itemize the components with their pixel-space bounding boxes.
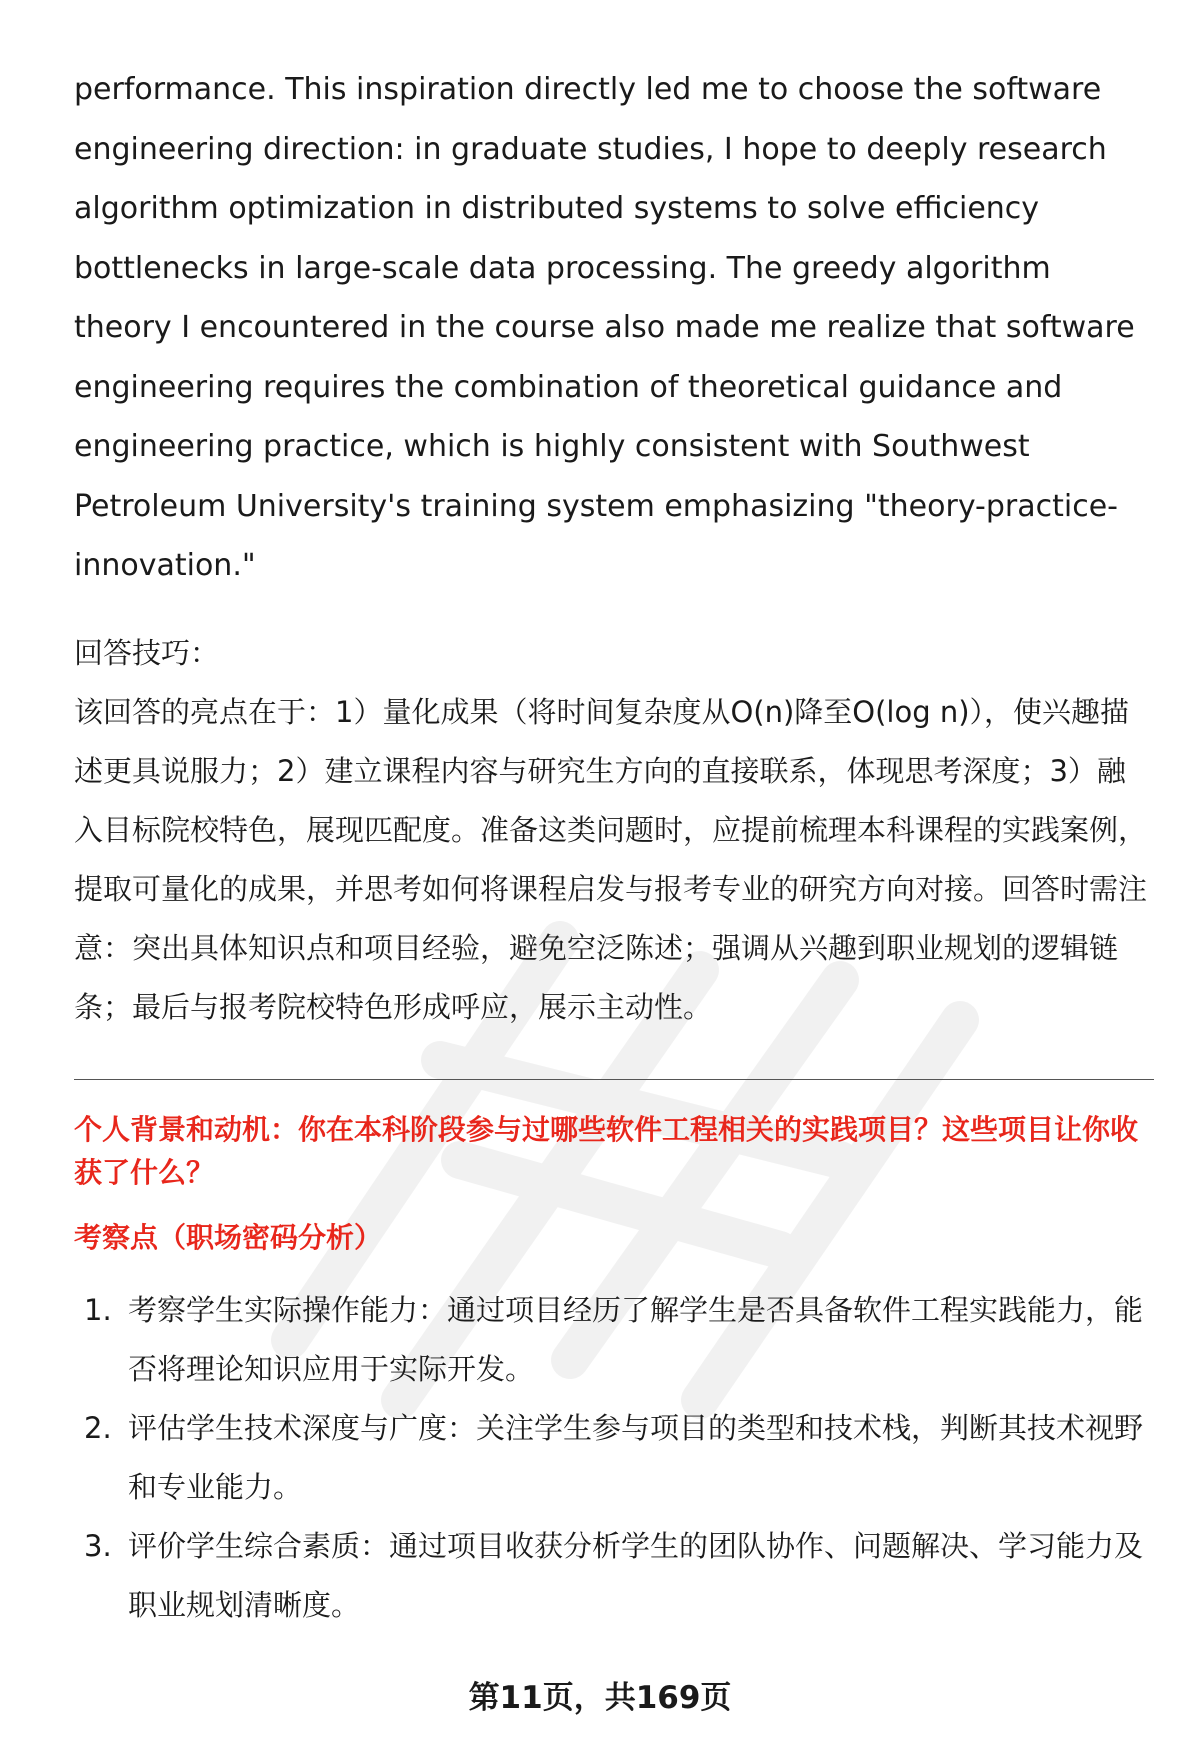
tips-title: 回答技巧： [74, 635, 220, 670]
assessment-point-list [74, 1281, 1154, 1635]
list-item [74, 1281, 1154, 1399]
intro-paragraph: performance. This inspiration directly led me to choose the software engineering direction: in graduate studies, I hope to deeply research algorithm optimization in distributed systems to solve efficiency bottlenecks in large-scale data processing. The greedy algorithm theory I encountered in the course also made me realize that software engineering requires the combination of theoretical guidance and engineering practice, which is highly consistent with Southwest Petroleum University's training system emphasizing "theory-practice-innovation." [74, 72, 1135, 583]
list-item-number: 3. [84, 1528, 112, 1563]
question-heading: 个人背景和动机：你在本科阶段参与过哪些软件工程相关的实践项目？这些项目让你收获了什么？ [74, 1112, 1139, 1189]
list-item [74, 1399, 1154, 1517]
section-title: 考察点（职场密码分析） [74, 1220, 383, 1254]
list-item [74, 1517, 1154, 1635]
list-item-text: 考察学生实际操作能力：通过项目经历了解学生是否具备软件工程实践能力，能否将理论知识应用于实际开发。 [128, 1292, 1144, 1386]
list-item-text: 评价学生综合素质：通过项目收获分析学生的团队协作、问题解决、学习能力及职业规划清晰度。 [128, 1528, 1144, 1622]
section-divider [74, 1079, 1154, 1080]
list-item-number: 1. [84, 1292, 112, 1327]
page-number-footer: 第11页，共169页 [468, 1680, 732, 1716]
tips-body: 该回答的亮点在于：1）量化成果（将时间复杂度从O(n)降至O(log n)），使兴趣描述更具说服力；2）建立课程内容与研究生方向的直接联系，体现思考深度；3）融入目标院校特色，展现匹配度。准备这类问题时，应提前梳理本科课程的实践案例，提取可量化的成果，并思考如何将课程启发与报考专业的研究方向对接。回答时需注意：突出具体知识点和项目经验，避免空泛陈述；强调从兴趣到职业规划的逻辑链条；最后与报考院校特色形成呼应，展示主动性。 [74, 694, 1148, 1024]
document-page [74, 60, 1154, 1635]
list-item-number: 2. [84, 1410, 112, 1445]
list-item-text: 评估学生技术深度与广度：关注学生参与项目的类型和技术栈，判断其技术视野和专业能力。 [128, 1410, 1144, 1504]
